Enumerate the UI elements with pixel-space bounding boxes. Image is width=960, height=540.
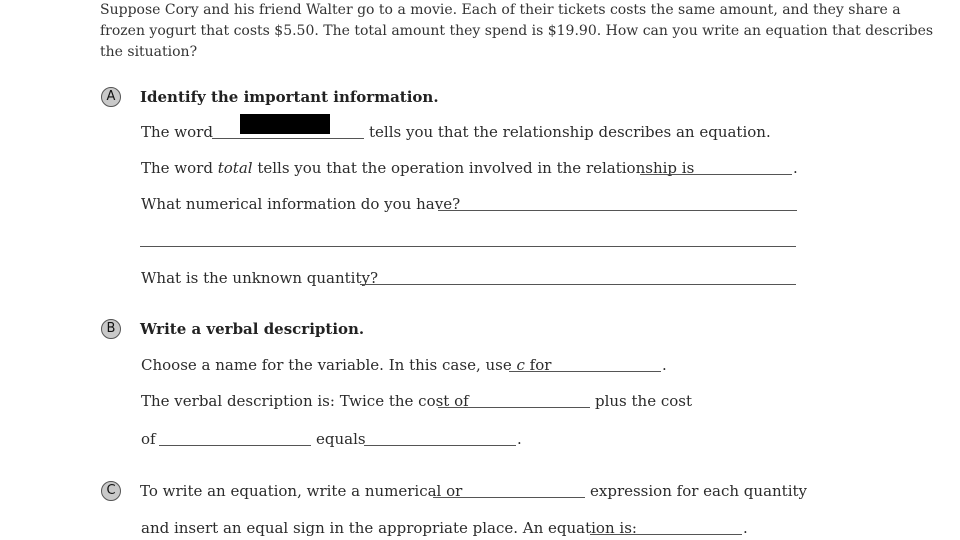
- variable-period: .: [662, 356, 667, 374]
- numerical-question: What numerical information do you have?: [141, 195, 461, 213]
- total-prefix: The word: [141, 159, 218, 177]
- operation-blank[interactable]: [640, 174, 792, 175]
- variable-letter: c: [516, 356, 525, 374]
- variable-statement: [141, 356, 551, 374]
- equals-blank[interactable]: [364, 445, 516, 446]
- word-suffix: tells you that the relationship describes an equation.: [369, 123, 771, 141]
- section-b-badge: B: [101, 319, 121, 339]
- total-statement: [141, 159, 694, 177]
- section-b-heading: Write a verbal description.: [140, 320, 365, 338]
- of-blank[interactable]: [159, 445, 311, 446]
- verbal-prefix: The verbal description is: Twice the cost of: [141, 392, 469, 410]
- twice-cost-blank[interactable]: [438, 407, 590, 408]
- variable-suffix: for: [524, 356, 552, 374]
- intro-line-3: the situation?: [100, 44, 198, 60]
- equals-period: .: [517, 430, 522, 448]
- total-italic-word: total: [217, 159, 253, 177]
- redaction-box: [240, 114, 330, 134]
- equation-blank[interactable]: [590, 534, 742, 535]
- equation-period: .: [743, 519, 748, 537]
- problem-intro: [100, 0, 934, 63]
- word-prefix: The word: [141, 123, 213, 141]
- intro-line-1: Suppose Cory and his friend Walter go to a movie. Each of their tickets costs the same amount, and they share a: [100, 2, 901, 18]
- unknown-question: What is the unknown quantity?: [141, 269, 379, 287]
- equals-label: equals: [316, 430, 366, 448]
- total-suffix: tells you that the operation involved in the relationship is: [252, 159, 695, 177]
- variable-blank[interactable]: [509, 371, 661, 372]
- section-c-line-2: and insert an equal sign in the appropriate place. An equation is:: [141, 519, 637, 537]
- verbal-suffix: plus the cost: [595, 392, 693, 410]
- word-blank[interactable]: [212, 138, 364, 139]
- expression-type-blank[interactable]: [433, 497, 585, 498]
- variable-prefix: Choose a name for the variable. In this case, use: [141, 356, 517, 374]
- unknown-blank[interactable]: [360, 284, 796, 285]
- intro-line-2: frozen yogurt that costs $5.50. The total amount they spend is $19.90. How can you write an equation that describes: [100, 23, 934, 39]
- numerical-blank-2[interactable]: [140, 246, 796, 247]
- section-c-line-1-suffix: expression for each quantity: [590, 482, 808, 500]
- section-a-heading: Identify the important information.: [140, 88, 439, 106]
- of-label: of: [141, 430, 156, 448]
- section-c-line-1-prefix: To write an equation, write a numerical or: [140, 482, 463, 500]
- section-c-badge: C: [101, 481, 121, 501]
- section-a-badge: A: [101, 87, 121, 107]
- operation-period: .: [793, 159, 798, 177]
- numerical-blank-1[interactable]: [438, 210, 797, 211]
